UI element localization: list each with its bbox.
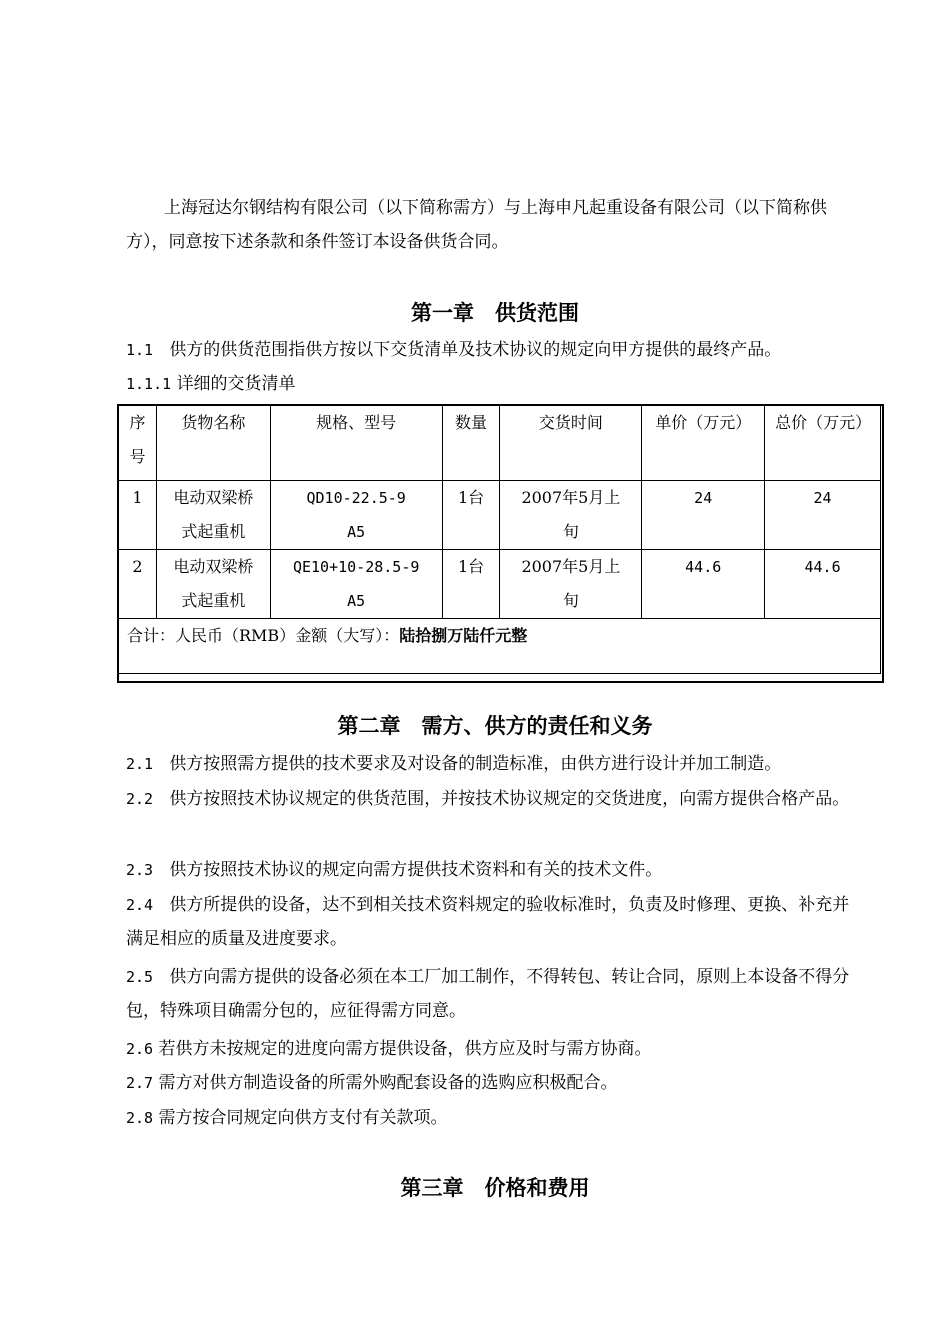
clause-text: 供方所提供的设备，达不到相关技术资料规定的验收标准时，负责及时修理、更换、补充并满足相应的质量及进度要求。: [126, 895, 850, 949]
clause-number: 2.7: [126, 1074, 154, 1092]
clause-text: 详细的交货清单: [176, 374, 296, 394]
cell-time: 2007年5月上旬: [500, 481, 642, 550]
cell-no: 2: [119, 550, 157, 619]
header-time: 交货时间: [500, 406, 642, 481]
clause-text: 供方的供货范围指供方按以下交货清单及技术协议的规定向甲方提供的最终产品。: [169, 340, 782, 360]
header-spec: 规格、型号: [270, 406, 442, 481]
clause-2-2: [126, 782, 864, 816]
clause-number: 2.6: [126, 1040, 154, 1058]
header-qty: 数量: [442, 406, 500, 481]
chapter2-title: 第二章 需方、供方的责任和义务: [337, 714, 653, 738]
clause-text: 供方按照技术协议的规定向需方提供技术资料和有关的技术文件。: [169, 860, 663, 880]
header-unit-price: 单价（万元）: [642, 406, 765, 481]
cell-spec: QD10-22.5-9 A5: [270, 481, 442, 550]
chapter1-title: 第一章 供货范围: [411, 301, 579, 325]
clause-text: 供方按照技术协议规定的供货范围，并按技术协议规定的交货进度，向需方提供合格产品。: [169, 789, 850, 809]
clause-number: 2.8: [126, 1109, 154, 1127]
clause-number: 2.5: [126, 968, 154, 986]
delivery-table: [118, 405, 881, 674]
clause-number: 1.1: [126, 341, 154, 359]
clause-text: 若供方未按规定的进度向需方提供设备，供方应及时与需方协商。: [158, 1039, 652, 1059]
clause-2-1: [126, 747, 864, 781]
table-header-row: [119, 406, 881, 481]
cell-name: 电动双梁桥式起重机: [156, 481, 270, 550]
clause-1-1: [126, 333, 864, 367]
cell-total: 44.6: [765, 550, 881, 619]
total-cell: [119, 619, 881, 674]
clause-1-1-1: [126, 367, 864, 401]
clause-2-6: [126, 1032, 864, 1066]
clause-2-4: [126, 888, 864, 956]
cell-total: 24: [765, 481, 881, 550]
table-row: [119, 481, 881, 550]
clause-2-8: [126, 1101, 864, 1135]
intro-paragraph: 上海冠达尔钢结构有限公司（以下简称需方）与上海申凡起重设备有限公司（以下简称供方），同意按下述条款和条件签订本设备供货合同。: [126, 198, 827, 252]
cell-qty: 1台: [442, 550, 500, 619]
header-name: 货物名称: [156, 406, 270, 481]
cell-no: 1: [119, 481, 157, 550]
cell-unit-price: 44.6: [642, 550, 765, 619]
clause-text: 供方按照需方提供的技术要求及对设备的制造标准，由供方进行设计并加工制造。: [169, 754, 782, 774]
clause-text: 需方按合同规定向供方支付有关款项。: [158, 1108, 448, 1128]
total-label: 合计：人民币（RMB）金额（大写）：: [127, 626, 400, 645]
clause-text: 供方向需方提供的设备必须在本工厂加工制作，不得转包、转让合同，原则上本设备不得分包，特殊项目确需分包的，应征得需方同意。: [126, 967, 850, 1021]
cell-qty: 1台: [442, 481, 500, 550]
clause-number: 1.1.1: [126, 375, 172, 393]
header-total-price: 总价（万元）: [765, 406, 881, 481]
cell-name: 电动双梁桥式起重机: [156, 550, 270, 619]
table-row: [119, 550, 881, 619]
header-no: 序号: [119, 406, 157, 481]
cell-spec: QE10+10-28.5-9 A5: [270, 550, 442, 619]
chapter3-title: 第三章 价格和费用: [400, 1176, 590, 1200]
clause-number: 2.2: [126, 790, 154, 808]
clause-2-5: [126, 960, 864, 1028]
cell-time: 2007年5月上旬: [500, 550, 642, 619]
clause-text: 需方对供方制造设备的所需外购配套设备的选购应积极配合。: [158, 1073, 618, 1093]
clause-number: 2.3: [126, 861, 154, 879]
clause-number: 2.4: [126, 896, 154, 914]
clause-2-3: [126, 853, 864, 887]
table-total-row: [119, 619, 881, 674]
cell-unit-price: 24: [642, 481, 765, 550]
total-amount: 陆拾捌万陆仟元整: [399, 626, 528, 645]
clause-2-7: [126, 1066, 864, 1100]
clause-number: 2.1: [126, 755, 154, 773]
